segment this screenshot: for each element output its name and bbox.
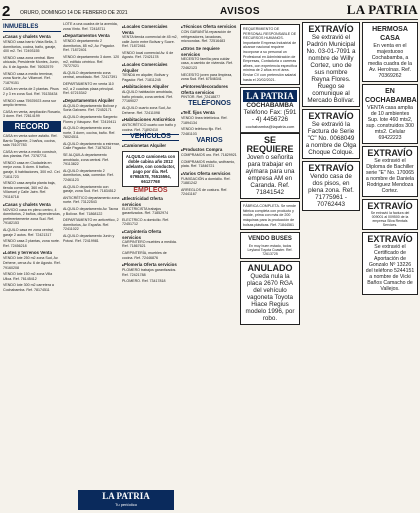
classified-ad: CARPINTERÍA, muebles de cocina. Ref. 72446876 (122, 251, 167, 260)
classified-ad: PLOMERO. Ref. 73417818 (122, 279, 166, 284)
classified-ad: NECESITO familia para cuidar casa, a cambio de vivienda. Ref. 72462123 (181, 56, 233, 70)
ad-body: Queda nula la placa 2670 RGA del vehículo vagoneta Toyota Hiace Regius modelo 1996, por robo. (245, 273, 295, 323)
ad-title: SE REQUIERE (246, 135, 294, 155)
subcategory-plomeria: ■ Plomería Oferta servicios (122, 262, 179, 268)
lp-phone: Teléfono Fax: (591 - 4) 4456726 (243, 109, 297, 124)
classified-ad: ALQUILO cuarto zona Sud, Av. Dehene. Ref. 72411098 (122, 105, 172, 115)
notice-requerimiento-personal: REQUERIMIENTO DE PERSONAL RESPONSABLE DE RECURSOS HUMANOS. Importante Empresa Industrial de alcance nacional requiere incorporar a su personal un Profesional en Administración de Empresas, Contaduría o carreras afines, con experiencia específica mínima de 2 años en el área. Enviar CV con pretensión salarial hasta el 20/02/2021. (240, 24, 300, 85)
classified-ad: VENDO local comercial Av. 6 de Agosto. Ref. 72421178 (122, 50, 174, 60)
category-inmuebles: INMUEBLES (3, 24, 61, 32)
classified-ad: CASA en venta, ampliación Rosario, 3 dorm. Ref. 72614199 (3, 109, 61, 119)
section-title: AVISOS (220, 6, 261, 17)
classified-ad: VENTA tienda comercial de 45 m2, calle Junín entre Bolívar y Sucre. Ref. 71872461 (122, 35, 178, 49)
ad-extravio-1 (302, 22, 360, 107)
page-number: 2 (2, 3, 11, 20)
ad-body: Se extravió el Certificado de Aportación de Gonzalo Nº 13226 del teléfono 5244151 a nombre de Vicki Baños Camacho de Vallejos. (365, 244, 415, 292)
classified-ad: CON GARANTÍA reparación de refrigeradores, lavadoras, microondas. Ref. 72516483 (181, 30, 232, 44)
category-vehiculos: VEHÍCULOS (122, 134, 179, 141)
subcategory-locales-venta: ■ Locales Comerciales Venta (122, 24, 179, 35)
subcategory-varios-servicios: ■ Varios Oferta servicios (181, 171, 238, 177)
classified-ad: ALQUILO departamento Bolívar y Soria Galvarro. Ref. 72452171 (63, 103, 117, 113)
classified-ad: ANTICRÉTICO cuarto con baño y cocina. Ref. 71892410 (122, 123, 176, 132)
classified-ad: VENDO línea telefónica. Ref. 71894134 (181, 115, 228, 125)
la-patria-cochabamba-ad (240, 87, 300, 133)
classified-ad: ELECTRICISTA trabajos garantizados. Ref. 71852974 (122, 206, 169, 216)
column-1 (3, 22, 61, 510)
ad-title: ANULADO (247, 263, 293, 274)
lp-email: cochabamba@lapatria.com (245, 124, 295, 130)
classified-ad: ALQUILO habitación amoblada, baño privado, zona central. Ref. 77169027 (122, 90, 173, 104)
column-3 (122, 22, 179, 510)
classified-ad: VENDO casa 2 plantas, zona norte. Ref. 72456218 (3, 239, 60, 248)
classified-ad: PLOMERO trabajos garantizados. Ref. 72421788 (122, 268, 177, 277)
ad-extravio-certificado (362, 232, 418, 295)
classified-ad: VENDO casa amplia planta baja, tienda comercial, 360 m2 Av. Villarroel y Calle Jaén. Ref. 79116718 (3, 181, 56, 200)
classified-ad: COMPRAMOS oro. Ref. 71829921 (181, 152, 237, 157)
ad-title: VENDO BUSES (248, 236, 292, 243)
ad-body: Se extravió el Diploma de Bachiller serie "E" No. 170065 a nombre de Daniela Rodriguez Mendoza Cortez. (365, 158, 415, 194)
classified-ad: NOVICIO casa en pleno centro, 4 dormitorios, 2 baños, dependencias, preferentemente zona Sud. Ref. 79182153 (3, 207, 61, 226)
header-date: ORURO, DOMINGO 14 DE FEBRERO DE 2021 (20, 10, 128, 16)
ad-vendo-buses (240, 232, 300, 259)
category-varios: VARIOS (196, 137, 223, 145)
subcategory-otros-requiere: ■ Otros Se requiere servicios (181, 46, 238, 57)
classified-ad: ALQUILO casa en zona central, garaje 2 autos. Ref. 72421317 (3, 228, 54, 237)
subcategory-electricidad: ■ Electricidad Oferta servicios (122, 196, 179, 207)
classified-ad: VENDO departamento 2 dormitorios, 85 m2, Av. Pagador. Ref. 71872401 (63, 39, 115, 53)
ad-title: EXTRAVÍO (367, 201, 413, 211)
category-telefonos: TELÉFONOS (188, 100, 231, 108)
subcategory-habitaciones-anticretico: ■ Habitaciones Anticrético (122, 117, 179, 123)
ad-body: Se extravió el Padrón Municipal No. 03-01-7091 a nombre de Willy Cortez, uno de sus nombre Reyna Flores. Ruego se comunique al Mercado Bolívar. (306, 34, 356, 104)
classified-ad: VENDO casa 75925923 zona sur amplio terreno. (3, 98, 57, 108)
subcategory-locales-alquiler: ■ Locales Comerciales Alquiler (122, 62, 179, 73)
ad-title: EXTRAVÍO (367, 234, 413, 244)
column-7 (362, 22, 418, 510)
ad-body: En venta en el majestuoso Cochabamba, a media cuadra de la Av. Heroínas. Ref. 70369262 (367, 43, 413, 79)
subcategory-departamentos-alquiler: ■ Departamentos Alquiler (63, 98, 120, 104)
ad-body: Joven o señorita para trabajar en ayimara para una empresa AM en Caranda. Ref. 71841542 (245, 154, 295, 197)
subcategory-tecnicos: ■ Técnicos Oferta servicios (181, 24, 238, 30)
ad-body: En muy buen estado, todos Leyland Toyota Coaster. Ref. 72613725 (247, 244, 293, 257)
classified-ad: VENDO casa a medio terminar, zona Norte, Av. Villarroel. Ref. 71879151 (3, 71, 54, 85)
classified-ad: VENDO casa en Ciudadela en mejor zona. 5 dorm. 6 baños, garaje, 6 habitaciones, 300 m2. Cel. 71811723 (3, 160, 61, 179)
classified-ad: ALQUILO departamento a estrenar, Calle Pagador. Ref. 71876234 (63, 141, 120, 151)
classified-ad: ALQUILO departamento zona norte, 3 dorm, cocina, baño. Ref. 78024511 (63, 126, 116, 140)
column-6 (302, 22, 360, 510)
ad-extravio-2 (302, 109, 360, 159)
classified-ad: DEPARTAMENTO en anticrético, 2 dormitorios, Av. España. Ref. 72411022 (63, 218, 119, 232)
classified-ad: NECESITO joven para limpieza, zona Sud. Ref. 67546341 (181, 72, 233, 82)
classified-ad: ALQUILO departamento zona central, amoblado. Ref. 72417391 (63, 70, 118, 80)
ad-extravio-3 (302, 161, 360, 211)
la-patria-logo: LA PATRIA (243, 90, 297, 102)
classified-ad: COMPRAMOS estaño, wolframio, plata. Ref. 71846721 (181, 159, 236, 169)
classified-ad: TIENDA en alquiler, Bolívar y Pagador. Ref. 71811245 (122, 72, 169, 82)
ad-se-requiere (240, 133, 300, 199)
classified-ad: SE ALQUILA departamento amoblado, zona central. Ref. 79113822 (63, 153, 109, 167)
ad-title: EXTRAVÍO (367, 148, 413, 158)
classified-ad: CASA en venta a medio construir, dos plantas. Ref. 73787711 (3, 149, 57, 159)
classified-ad: ELECTRICO a domicilio. Ref. 72451712 (122, 217, 170, 227)
lp-city: COCHABAMBA (246, 102, 294, 110)
classified-ad: ALQUILO departamento con garaje, zona Sud. Ref. 71834512 (63, 184, 116, 194)
ad-body: Se extravió la factura del 009001 al 009500 de la empresa Silva Rentals Services. (370, 211, 410, 227)
classified-ad: VENDO casa barrio Vista Bella, 3 dormitorios, cocina, baño, garaje, 400 m2. Tel. 72493155 (3, 40, 57, 54)
classified-ad: ALQUILO departamento 2 dormitorios, sala, comedor. Ref. 72461123 (63, 168, 114, 183)
ad-title: HERMOSA CASA (372, 26, 408, 42)
classified-ad: LOTE a una cuadra de la avenida, zona Vinto. Ref. 72418711 (63, 22, 118, 31)
brand-logo: LA PATRIA (346, 2, 418, 17)
column-5 (240, 22, 300, 510)
subcategory-pintores: ■ Pintores/decoradores Oferta servicios (181, 84, 238, 95)
ad-title: EXTRAVÍO (308, 24, 354, 34)
classified-ad: PINTOR. Ref. 72418877 (181, 94, 221, 99)
classified-ad: ARREGLOS de costura. Ref. 72441167 (181, 187, 228, 197)
record-banner: RECORD (3, 121, 61, 132)
category-empleos: EMPLEOS (133, 186, 168, 194)
classified-ad: ALQUILO departamento Sargento Flores y Vásquez. Ref. 72419411 (63, 114, 118, 124)
footer-logo-text: LA PATRIA (102, 491, 150, 501)
classified-ad: FUMIGACIÓN a domicilio. Ref. 71881242 (181, 176, 231, 186)
classified-ad: ALQUILO departamento Junín y Potosí. Ref. 72419981 (63, 233, 115, 243)
classified-ad: VENDO lote 150 m2 zona Villa Ulloa. Ref. 76145412 (3, 272, 53, 281)
subcategory-camionetas-alquiler: ■ Camionetas Alquiler (122, 143, 179, 149)
page-header (2, 2, 418, 20)
footer-logo-sub: Tu periódico (115, 502, 137, 507)
subcategory-carpinteria: ■ Carpintería Oferta servicios (122, 229, 179, 240)
classified-ad: DEPARTAMENTO en venta 110 m2, a 2 cuadras plaza principal. Ref. 67215342 (63, 81, 114, 96)
ad-fabrica-completa: FÁBRICA COMPLETA. Se vende fábrica completa con producto y molde, prima con más de 200 máquinas para la producción de bolsas plásticas. Ref. 71844561 (240, 201, 300, 230)
subcategory-casas-venta: ■ Casas y chalets Venta (3, 34, 61, 40)
classified-ad: CASA en venta sobre asfalto. Ref. Barrio Tagarete, 2 baños, cocina, sala 76107783 (3, 133, 58, 148)
classified-ad: VENDO teléfono fijo. Ref. 72481103 (181, 127, 222, 136)
subcategory-lotes-venta: ■ Lotes y terrenos Venta (3, 250, 61, 256)
subcategory-casas-venta-2: ■ Casas y chalets Venta (3, 202, 61, 208)
ad-body: VENTA casa amplia de 10 ambientes Sup. lote 460 mts2, sup. construidos 300 mts2. Celular 69422223 (366, 105, 414, 141)
classified-ad: VENDO lote 300 m2 carretera a Cochabamba. Ref. 78174511 (3, 283, 54, 292)
classified-ad: ALQUILO departamento Av. Tacna y Bolívar. Ref. 71868122 (63, 207, 118, 216)
classified-ad: VENDO lote 250 m2 zona Sud, Av. Dehene, cerca Av. 6 de Agosto. Ref. 79160208 (3, 256, 61, 270)
ad-body: Vendo casa de dos pisos, en plena zona. Ref. 71775961 - 70762443 (308, 173, 354, 208)
classified-ad: CARPINTERO muebles a medida. Ref. 71867621 (122, 239, 177, 249)
ad-title: EXTRAVÍO (308, 163, 354, 173)
ad-en-cochabamba (362, 84, 418, 144)
ad-extravio-diploma (362, 146, 418, 197)
classified-ad: CASA en venta de 2 plantas. Pisos 2 y 3 en zona Sud. Ref. 76135434 (3, 87, 59, 96)
column-2 (63, 22, 120, 510)
ad-anulado (240, 261, 300, 325)
subcategory-productos-compra: ■ Productos Compra (181, 147, 238, 153)
ad-title: EN COCHABAMBA (365, 88, 417, 104)
featured-ad-camioneta: ALQUILO camioneta con doble cabina año 2012 adelante, con conductor, pago por día. Ref. 67984578, 76515594, 66127768 (122, 151, 179, 187)
ad-hermosa-casa (362, 22, 418, 82)
classified-ad: VENDO departamento 3 dorm. 120 m2, edificio céntrico. Ref. 75727021 (63, 54, 120, 69)
subcategory-habitaciones-alquiler: ■ Habitaciones Alquiler (122, 84, 179, 90)
subcategory-departamentos-venta: ■ Departamentos Venta (63, 33, 120, 39)
ad-extravio-factura (362, 199, 418, 230)
subcategory-telf-fijos: ■ Telf. fijos Venta (181, 110, 238, 116)
ad-body: Se extravió la Factura de Serie "C" No. 0068049 a nombre de Olga Choque Colque. (305, 121, 357, 156)
column-4 (181, 22, 238, 510)
ad-title: EXTRAVÍO (308, 111, 354, 121)
classified-ad: ANTICRÉTICO departamento zona norte. Ref. 73122543 (63, 195, 120, 205)
classified-ad: VENDO casa zona central. Bien ubicada, Presidente Montes, Junín, Av. 6 de Agosto. Ref. 76052579 (3, 55, 60, 69)
